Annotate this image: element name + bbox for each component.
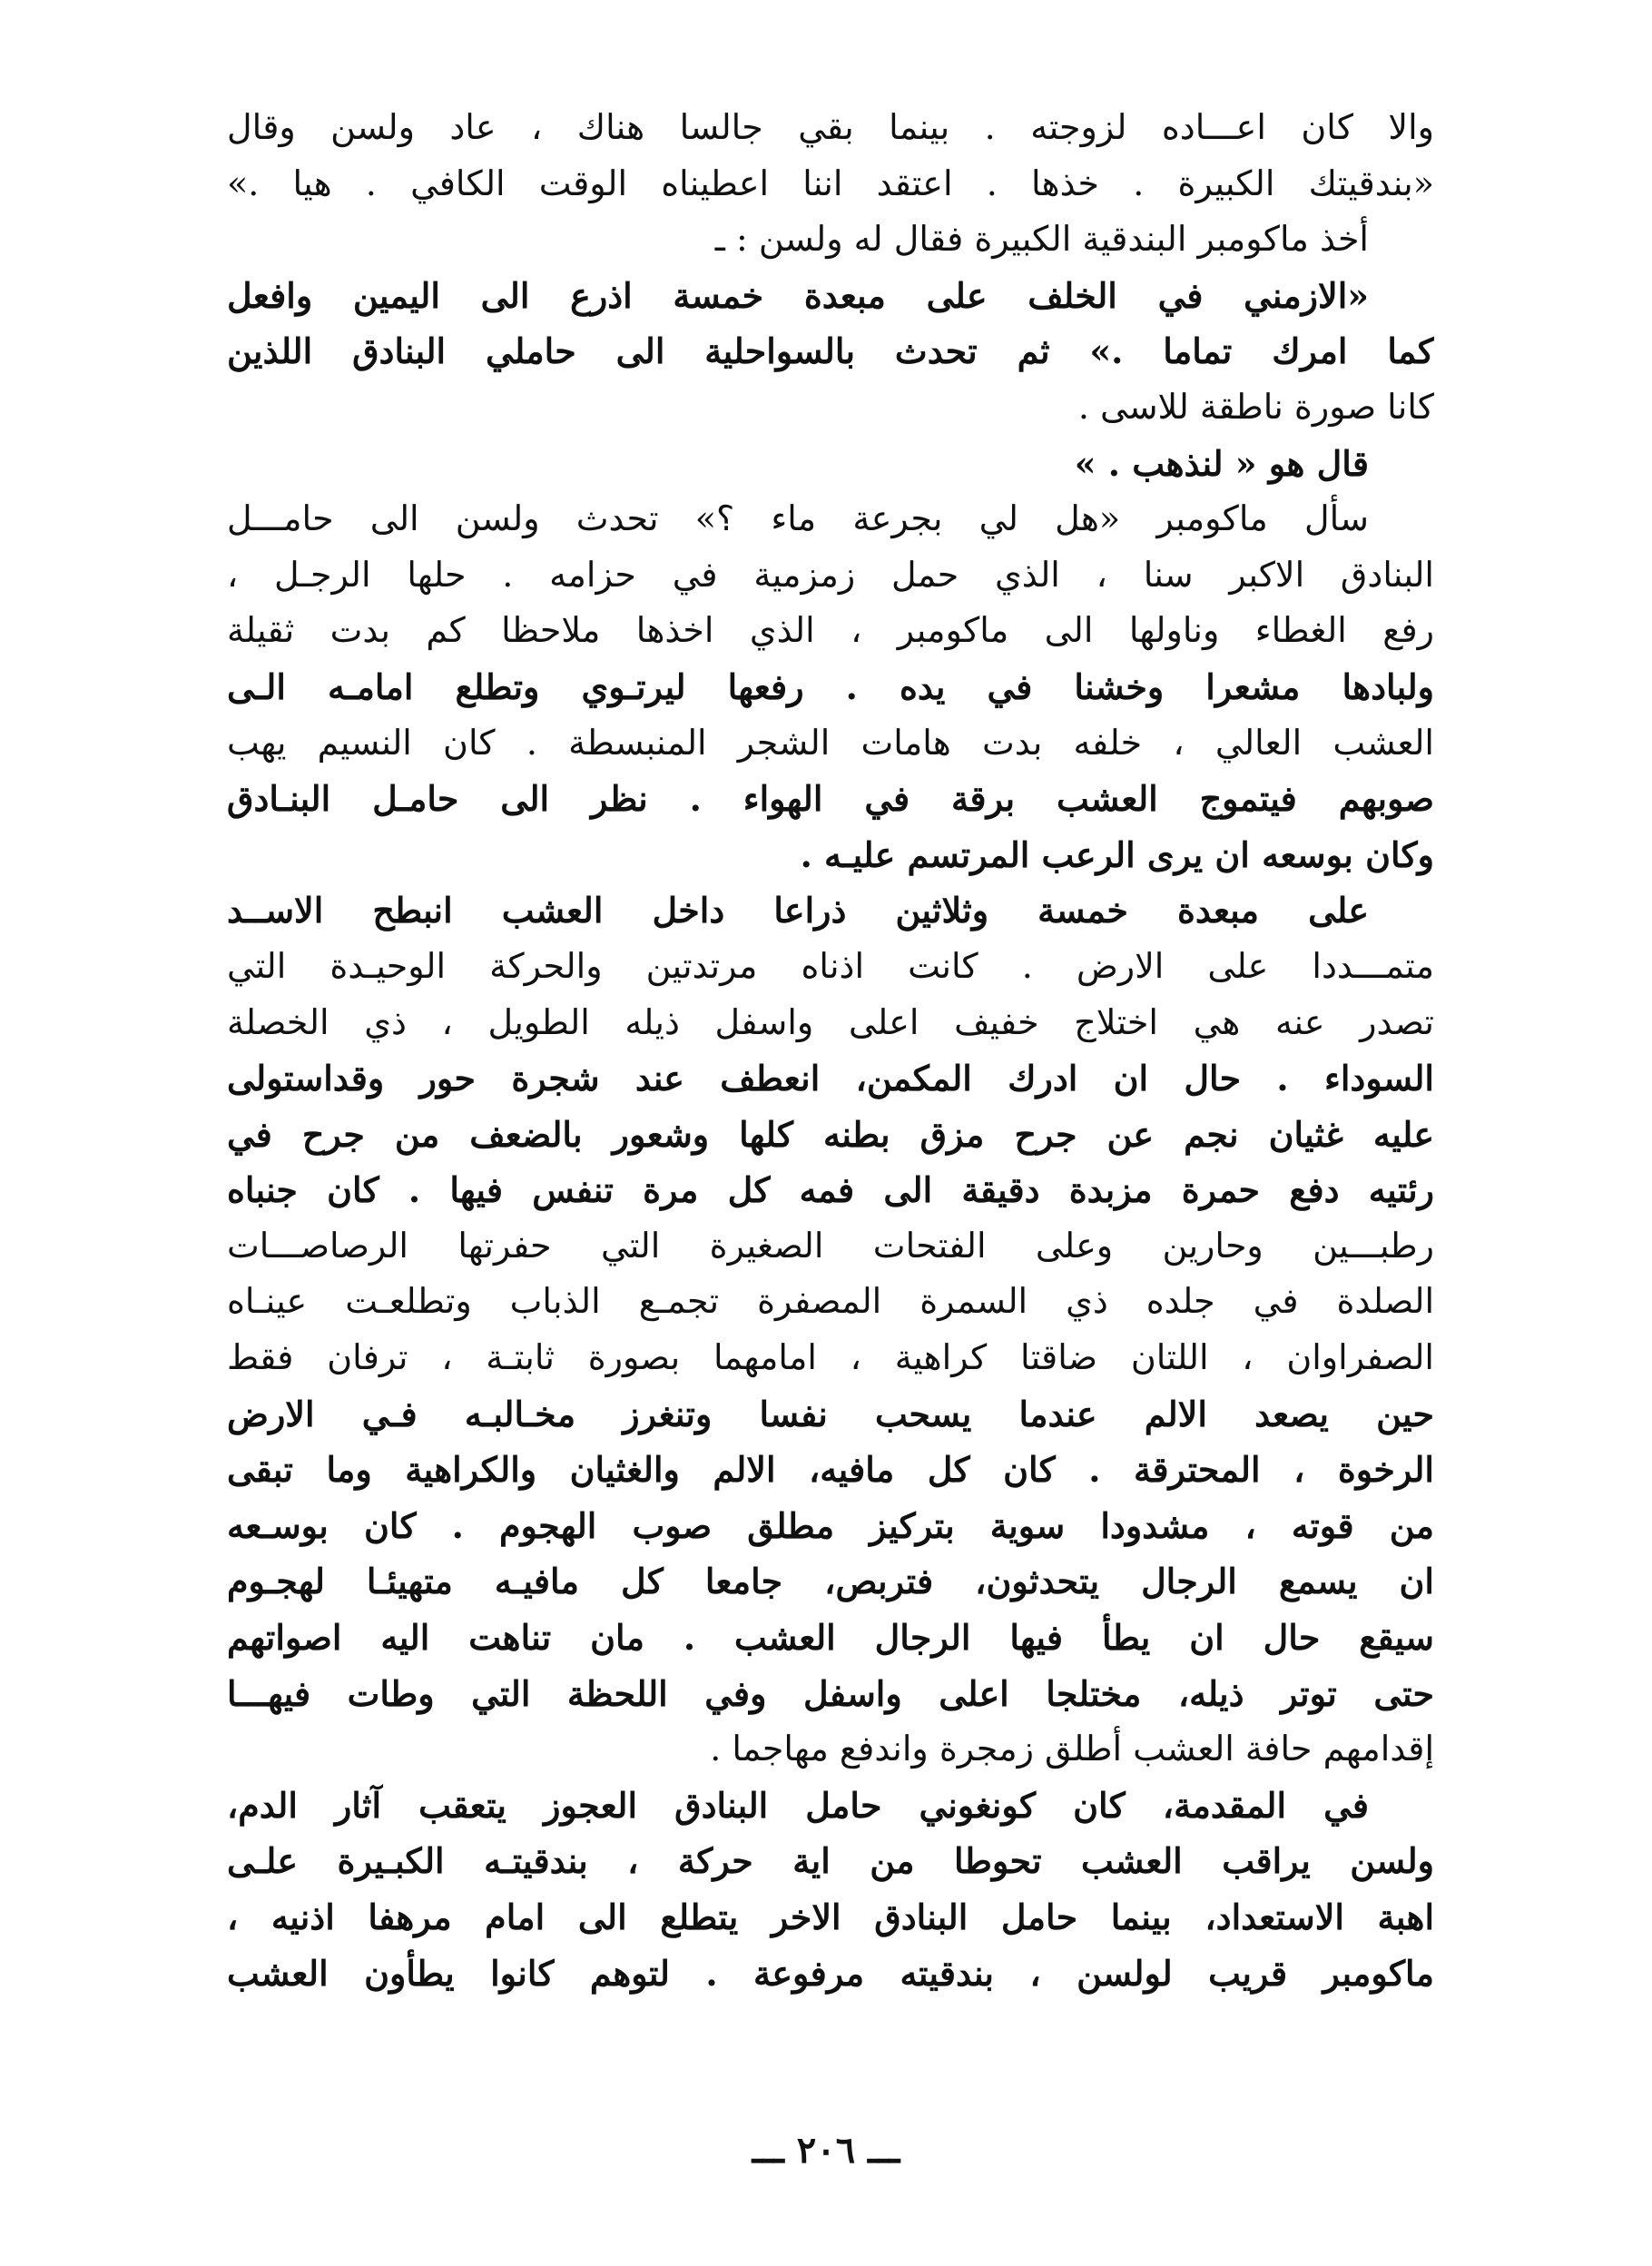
text-line: سيقع حال ان يطأ فيها الرجال العشب . مان تناهت اليه اصواتهم [227,1617,1434,1659]
body-text [227,100,1434,2001]
text-line: الصفراوان ، اللتان ضاقتا كراهية ، امامهما بصورة ثابتـة ، ترفان فقط [227,1337,1434,1378]
text-line: كما امرك تماما .» ثم تحدث بالسواحلية الى حاملي البنادق اللذين [227,330,1434,372]
text-line: العشب العالي ، خلفه بدت هامات الشجر المنبسطة . كان النسيم يهب [227,722,1434,763]
text-line: قال هو « لنذهب . » [1074,442,1369,484]
text-line: عليه غثيان نجم عن جرح مزق بطنه كلها وشعور بالضعف من جرح في [227,1113,1434,1155]
text-line: من قوته ، مشدودا سوية بتركيز مطلق صوب الهجوم . كان بوسـعه [227,1504,1434,1546]
text-line: صوبهم فيتموج العشب برقة في الهواء . نظر الى حامـل البنـادق [227,778,1434,820]
text-line: السوداء . حال ان ادرك المكمن، انعطف عند شجرة حور وقداستولى [227,1058,1434,1099]
text-line: على مبعدة خمسة وثلاثين ذراعا داخل العشب انبطح الاســد [227,890,1369,931]
text-line: والا كان اعـــاده لزوجته . بينما بقي جالسا هناك ، عاد ولسن وقال [227,107,1434,147]
text-line: رطبـــين وحارين وعلى الفتحات الصغيرة التي حفرتها الرصاصـــات [227,1225,1434,1266]
text-line: ولبادها مشعرا وخشنا في يده . رفعها ليرتـوي وتطلع امامـه الـى [227,665,1434,707]
page-number: ـــ ٢٠٦ ـــ [752,2129,900,2172]
text-line: إقدامهم حافة العشب أطلق زمجرة واندفع مهاجما . [710,1729,1434,1769]
text-line: رفع الغطاء وناولها الى ماكومبر ، الذي اخذها ملاحظا كم بدت ثقيلة [227,610,1434,651]
text-line: «الازمني في الخلف على مبعدة خمسة اذرع الى اليمين وافعل [227,274,1369,316]
text-line: كانا صورة ناطقة للاسى . [1077,386,1434,427]
text-line: ان يسمع الرجال يتحدثون، فتربص، جامعا كل مافيـه متهيئـا لهجـوم [227,1561,1434,1602]
text-line: «بندقيتك الكبيرة . خذها . اعتقد اننا اعطيناه الوقت الكافي . هيا .» [227,163,1434,203]
text-line: متمـــددا على الارض . كانت اذناه مرتدتين والحركة الوحيـدة التي [227,945,1434,986]
text-line: البنادق الاكبر سنا ، الذي حمل زمزمية في حزامه . حلها الرجـل ، [227,554,1434,595]
text-line: رئتيه دفع حمرة مزبدة دقيقة الى فمه كل مرة تنفس فيها . كان جنباه [227,1169,1434,1211]
text-line: حتى توتر ذيله، مختلجا اعلى واسفل وفي اللحظة التي وطات فيهـــا [227,1672,1434,1714]
text-line: في المقدمة، كان كونغوني حامل البنادق العجوز يتعقب آثار الدم، [227,1784,1369,1826]
text-line: سأل ماكومبر «هل لي بجرعة ماء ؟» تحدث ولسن الى حامـــل [227,498,1369,539]
text-line: ولسن يراقب العشب تحوطا من اية حركة ، بندقيتـه الكبـيرة علـى [227,1840,1434,1882]
text-line: أخذ ماكومبر البندقية الكبيرة فقال له ولسن : ـ [714,219,1369,260]
text-line: تصدر عنه هي اختلاج خفيف اعلى واسفل ذيله الطويل ، ذي الخصلة [227,1001,1434,1042]
text-line: الرخوة ، المحترقة . كان كل مافيه، الالم والغثيان والكراهية وما تبقى [227,1449,1434,1491]
text-line: حين يصعد الالم عندما يسحب نفسا وتنغرز مخـالبـه فـي الارض [227,1393,1434,1434]
text-line: وكان بوسعه ان يرى الرعب المرتسم عليـه . [800,833,1434,875]
text-line: ماكومبر قريب لولسن ، بندقيته مرفوعة . لتوهم كانوا يطأون العشب [227,1952,1434,1994]
text-line: الصلدة في جلده ذي السمرة المصفرة تجمـع الذباب وتطلعـت عينـاه [227,1281,1434,1322]
text-line: اهبة الاستعداد، بينما حامل البنادق الاخر يتطلع الى امام مرهفا اذنيه ، [227,1897,1434,1937]
